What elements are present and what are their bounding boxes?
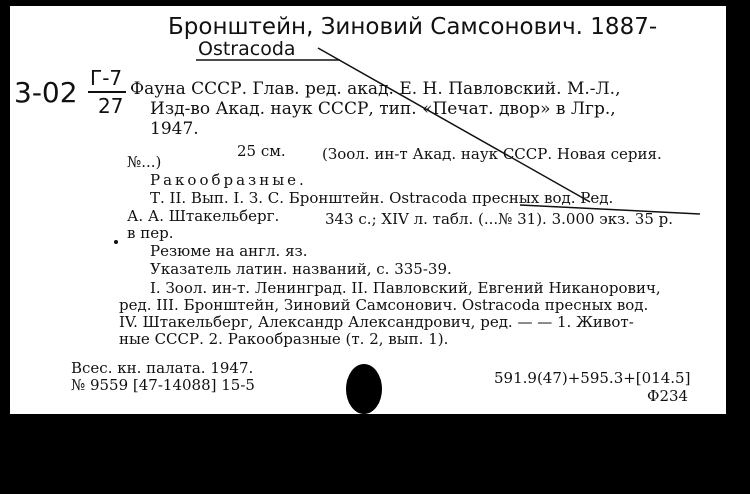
record-publisher: Изд-во Акад. наук СССР, тип. «Печат. двор» в Лгр., (150, 99, 616, 119)
footer-code: Ф234 (647, 387, 689, 405)
record-summary-note: Резюме на англ. яз. (150, 242, 308, 260)
record-series-number: №...) (127, 153, 162, 171)
record-year: 1947. (150, 119, 199, 139)
handwritten-shelfmark-top: Г-7 (90, 66, 123, 90)
handwritten-shelfmark-prefix: 3-02 (14, 76, 78, 109)
record-binding: в пер. (127, 224, 174, 242)
punch-hole (346, 364, 382, 414)
record-volume-title: Т. II. Вып. I. З. С. Бронштейн. Ostracoda пресных вод. Ред. (150, 189, 614, 207)
bullet-dot (114, 240, 118, 244)
record-index-note: Указатель латин. названий, с. 335-39. (150, 260, 452, 278)
record-editor: А. А. Штакельберг. (127, 207, 280, 225)
handwritten-shelfmark-bottom: 27 (98, 94, 124, 118)
diagonal-pen-stroke (318, 48, 590, 202)
handwritten-author-heading: Бронштейн, Зиновий Самсонович. 1887- (168, 14, 658, 40)
record-tracing-2: ред. III. Бронштейн, Зиновий Самсонович. Ostracoda пресных вод. (119, 296, 649, 314)
record-tracing-1: I. Зоол. ин-т. Ленинград. II. Павловский, Евгений Никанорович, (150, 279, 661, 297)
handwritten-subject: Ostracoda (198, 38, 296, 60)
record-series-note: (Зоол. ин-т Акад. наук СССР. Новая серия. (322, 145, 662, 163)
footer-classification: 591.9(47)+595.3+[014.5] (494, 369, 691, 387)
footer-number: № 9559 [47-14088] 15-5 (71, 376, 255, 394)
record-pagination: 343 с.; XIV л. табл. (...№ 31). 3.000 экз. 35 р. (325, 210, 674, 228)
record-size: 25 см. (237, 142, 286, 160)
record-tracing-4: ные СССР. 2. Ракообразные (т. 2, вып. 1). (119, 330, 449, 348)
record-volume-subject: Ракообразные. (150, 171, 307, 189)
underline-volume (520, 205, 700, 214)
record-tracing-3: IV. Штакельберг, Александр Александрович, ред. — — 1. Живот- (119, 313, 634, 331)
footer-chamber: Всес. кн. палата. 1947. (71, 359, 254, 377)
record-series-title: Фауна СССР. Глав. ред. акад. Е. Н. Павловский. М.-Л., (130, 79, 621, 99)
